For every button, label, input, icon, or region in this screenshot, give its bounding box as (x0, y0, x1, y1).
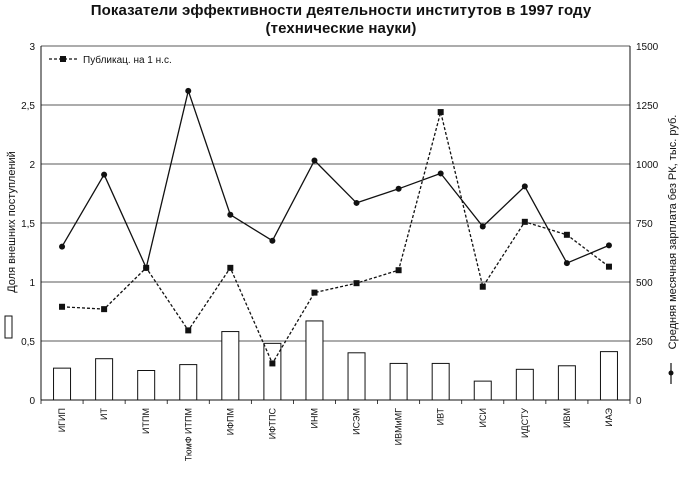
category-label: ИНМ (309, 408, 320, 429)
circle-marker (101, 172, 107, 178)
circle-marker (227, 212, 233, 218)
square-marker (185, 327, 191, 333)
category-label: ИАЭ (603, 408, 614, 427)
square-marker (59, 304, 65, 310)
square-marker (269, 360, 275, 366)
bar (432, 363, 449, 400)
tick-labels (21, 42, 659, 407)
bar (138, 371, 155, 401)
square-marker (227, 265, 233, 271)
axes (41, 46, 630, 404)
circle-marker (606, 242, 612, 248)
category-label: ИСЭМ (351, 408, 362, 435)
category-label: ИСИ (477, 408, 488, 428)
bar (348, 353, 365, 400)
bar (54, 368, 71, 400)
y-left-tick-label: 1,5 (21, 219, 35, 230)
category-label: ИВМ (561, 408, 572, 428)
circle-marker (354, 200, 360, 206)
square-marker (311, 290, 317, 296)
y-left-tick-label: 0,5 (21, 337, 35, 348)
y-right-tick-label: 1000 (636, 160, 659, 171)
circle-marker (143, 265, 149, 271)
circle-marker (438, 170, 444, 176)
line-series (59, 88, 612, 367)
bar (306, 321, 323, 400)
bar-series (54, 321, 618, 400)
bar (474, 381, 491, 400)
circle-marker (269, 238, 275, 244)
bar (96, 359, 113, 400)
square-marker (396, 267, 402, 273)
category-label: ИВМиМГ (393, 408, 404, 446)
legend (49, 54, 172, 66)
circle-marker (311, 157, 317, 163)
category-label: ИВТ (435, 408, 446, 426)
dashed-series-line (62, 112, 609, 363)
circle-marker (396, 186, 402, 192)
square-marker (480, 284, 486, 290)
solid-series-line (62, 91, 609, 268)
square-marker (101, 306, 107, 312)
chart-title: Показатели эффективности деятельности институтов в 1997 году (90, 2, 592, 19)
circle-marker (564, 260, 570, 266)
y-right-tick-label: 0 (636, 396, 642, 407)
y-right-tick-label: 250 (636, 337, 653, 348)
category-label: ИТПМ (141, 408, 152, 434)
y-left-tick-label: 2,5 (21, 101, 35, 112)
bar (600, 352, 617, 400)
y-left-tick-label: 0 (29, 396, 35, 407)
square-marker (522, 219, 528, 225)
y-left-tick-label: 3 (29, 42, 35, 53)
circle-marker (59, 244, 65, 250)
square-marker (606, 264, 612, 270)
bar (516, 369, 533, 400)
bar (558, 366, 575, 400)
grid-lines (41, 46, 630, 341)
chart-subtitle: (технические науки) (265, 20, 417, 37)
bar (264, 343, 281, 400)
category-label: ТюмФ ИТПМ (183, 408, 194, 462)
bar (390, 363, 407, 400)
y-right-tick-label: 1500 (636, 42, 659, 53)
category-label: ИДСТУ (519, 408, 530, 438)
square-marker (354, 280, 360, 286)
bar (222, 332, 239, 400)
category-label: ИГИП (57, 408, 68, 433)
y-left-tick-label: 1 (29, 278, 35, 289)
y-right-tick-label: 500 (636, 278, 653, 289)
legend-dashed-label: Публикац. на 1 н.с. (83, 55, 172, 66)
y-right-tick-label: 750 (636, 219, 653, 230)
y-right-line-marker (669, 371, 674, 376)
y-left-bar-swatch (5, 316, 12, 338)
category-labels (57, 407, 614, 461)
y-right-axis-label: Средняя месячная зарплата без РК, тыс. руб. (667, 114, 679, 350)
category-label: ИТ (99, 408, 110, 420)
bar (180, 365, 197, 400)
square-marker (438, 109, 444, 115)
y-right-tick-label: 1250 (636, 101, 659, 112)
y-left-axis-label: Доля внешних поступлений (6, 151, 18, 293)
circle-marker (522, 183, 528, 189)
legend-square-marker (60, 56, 66, 62)
circle-marker (480, 224, 486, 230)
category-label: ИФПМ (225, 408, 236, 436)
square-marker (564, 232, 570, 238)
category-label: ИФТПС (267, 408, 278, 440)
y-left-tick-label: 2 (29, 160, 35, 171)
circle-marker (185, 88, 191, 94)
